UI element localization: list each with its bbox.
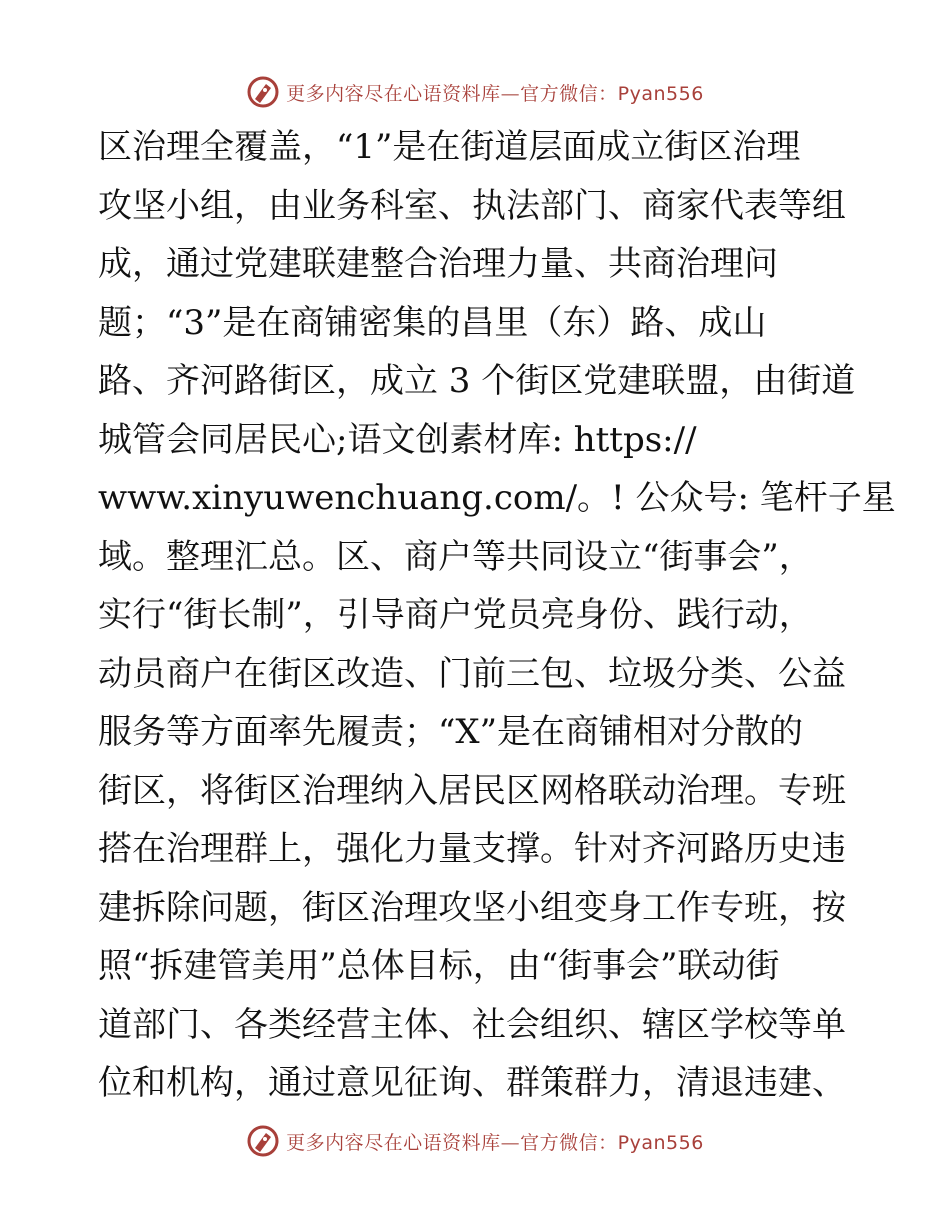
body-line: 街区，将街区治理纳入居民区网格联动治理。专班 — [98, 770, 846, 811]
body-line: 服务等方面率先履责；“X”是在商铺相对分散的 — [98, 712, 803, 752]
footer-banner-contact: 官方微信：Pyan556 — [520, 1131, 704, 1154]
body-line: 攻坚小组，由业务科室、执法部门、商家代表等组 — [98, 185, 846, 226]
body-line: www.xinyuwenchuang.com/。! 公众号: 笔杆子星 — [98, 478, 896, 518]
body-line: 城管会同居民心;语文创素材库: https:// — [98, 419, 697, 460]
body-line: 题；“3”是在商铺密集的昌里（东）路、成山 — [98, 302, 767, 343]
body-line: 建拆除问题，街区治理攻坚小组变身工作专班，按 — [98, 887, 846, 928]
body-line: 搭在治理群上，强化力量支撑。针对齐河路历史违 — [98, 829, 846, 869]
header-banner-text — [286, 79, 704, 106]
footer-banner-separator: — — [500, 1131, 521, 1154]
body-line: 道部门、各类经营主体、社会组织、辖区学校等单 — [98, 1004, 846, 1045]
header-banner-contact: 官方微信：Pyan556 — [520, 82, 704, 105]
pen-nib-logo-icon — [246, 1124, 280, 1158]
body-line: 实行“街长制”，引导商户党员亮身份、践行动， — [98, 595, 813, 635]
header-banner-separator: — — [500, 82, 521, 105]
body-line: 成，通过党建联建整合治理力量、共商治理问 — [98, 244, 778, 284]
pen-nib-logo-icon — [246, 75, 280, 109]
body-line: 动员商户在街区改造、门前三包、垃圾分类、公益 — [98, 653, 846, 694]
body-line: 位和机构，通过意见征询、群策群力，清退违建、 — [98, 1063, 846, 1103]
document-body — [98, 118, 896, 1113]
header-banner-main: 更多内容尽在心语资料库 — [286, 82, 501, 105]
body-line: 照“拆建管美用”总体目标，由“街事会”联动街 — [98, 946, 780, 986]
body-line: 区治理全覆盖，“1”是在街道层面成立街区治理 — [98, 127, 801, 167]
header-banner — [0, 72, 950, 112]
footer-banner — [0, 1121, 950, 1161]
footer-banner-main: 更多内容尽在心语资料库 — [286, 1131, 501, 1154]
footer-banner-text — [286, 1128, 704, 1155]
body-line: 域。整理汇总。区、商户等共同设立“街事会”， — [98, 536, 813, 577]
body-line: 路、齐河路街区，成立 3 个街区党建联盟，由街道 — [98, 361, 856, 401]
